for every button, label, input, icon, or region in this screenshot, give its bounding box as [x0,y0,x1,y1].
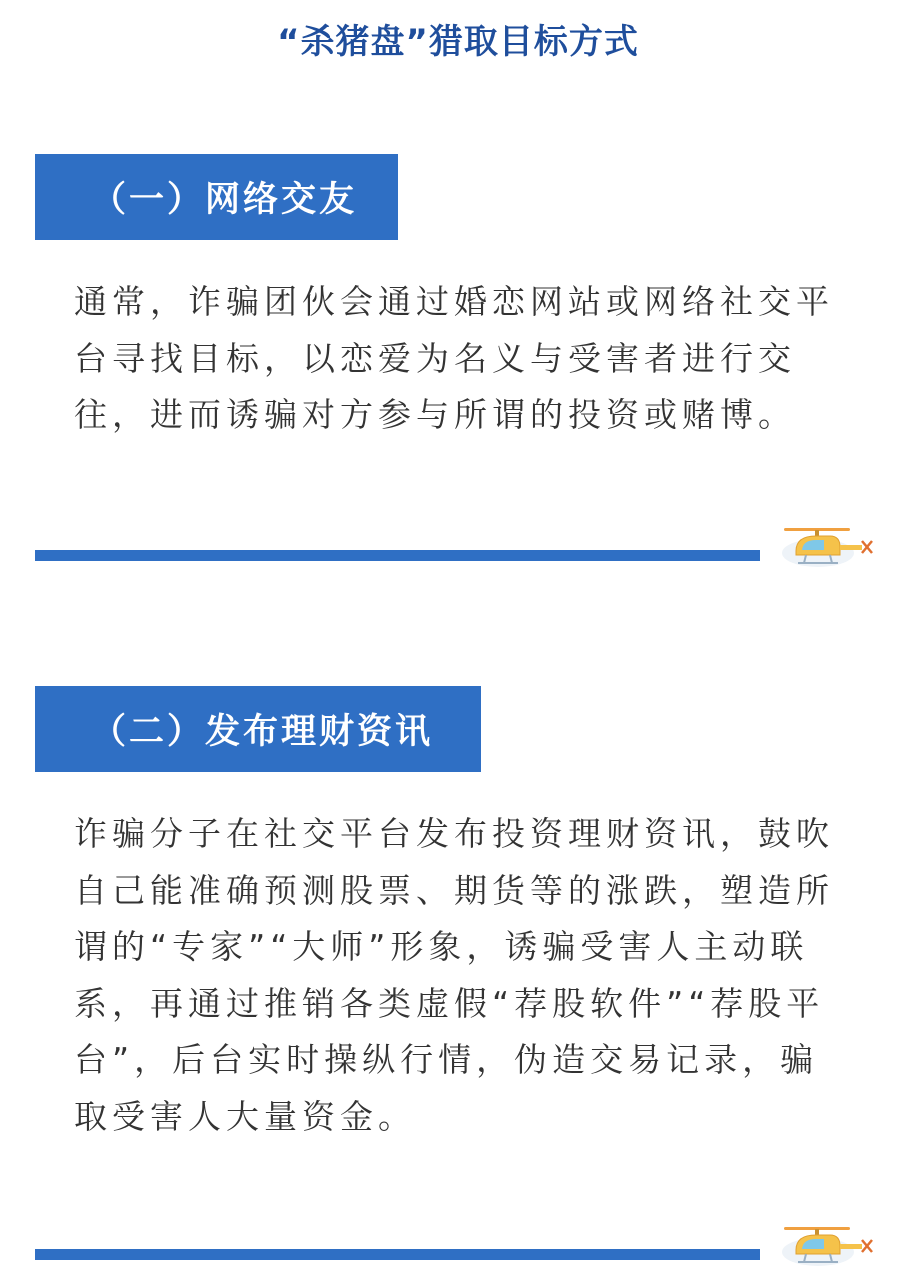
section-body-1: 通常，诈骗团伙会通过婚恋网站或网络社交平台寻找目标，以恋爱为名义与受害者进行交往，进而诱骗对方参与所谓的投资或赌博。 [74,282,834,434]
section-body-2: 诈骗分子在社交平台发布投资理财资讯，鼓吹自己能准确预测股票、期货等的涨跌，塑造所谓的“专家”“大师”形象，诱骗受害人主动联系，再通过推销各类虚假“荐股软件”“荐股平台”，后台实时操纵行情，伪造交易记录，骗取受害人大量资金。 [74,814,834,1136]
section-heading-1: （一）网络交友 [35,154,398,240]
helicopter-icon [778,1222,878,1272]
section-divider-2 [35,1249,760,1260]
section-heading-2: （二）发布理财资讯 [35,686,481,772]
page-title: “杀猪盘”猎取目标方式 [277,22,639,62]
section-divider-1 [35,550,760,561]
helicopter-icon [778,523,878,573]
